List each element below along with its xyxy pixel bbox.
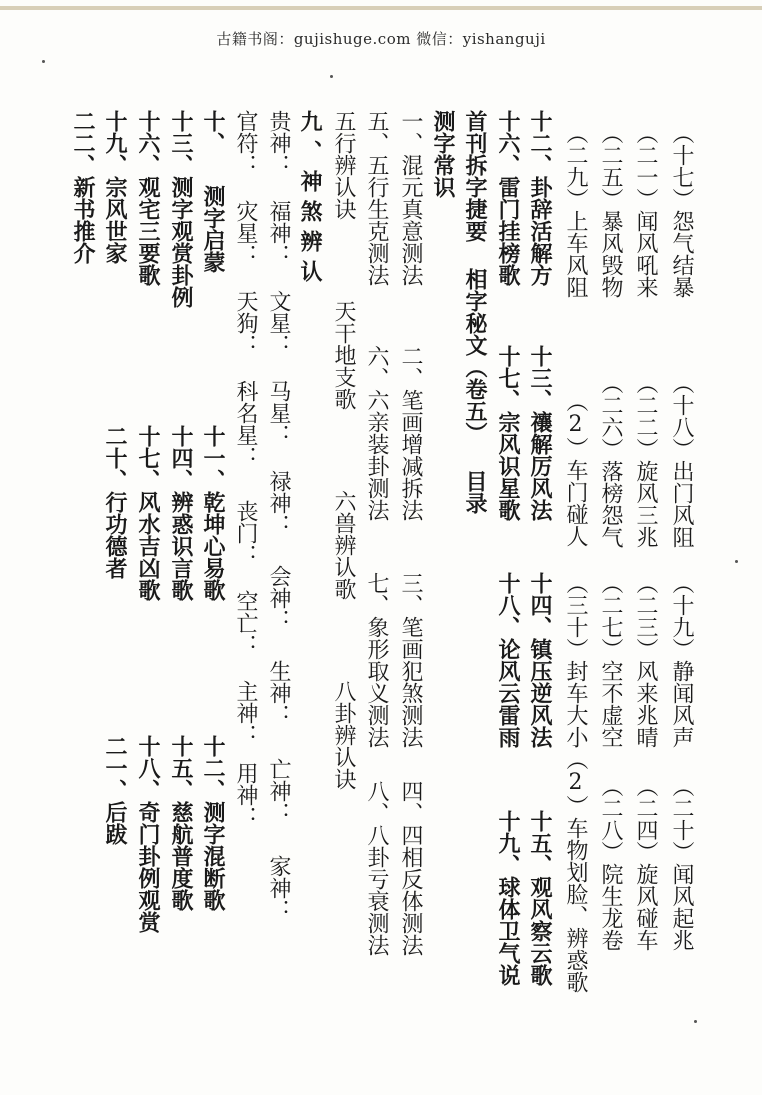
section-20: 二十、行功德者 [102,425,128,579]
entry-26: （二六）落榜怨气 [598,372,623,548]
method-8: 八、八卦亏衰测法 [364,780,389,956]
deity-tiangou: 天狗： [233,290,258,356]
verse-wuxing: 五行辨认诀 [331,110,356,220]
entry-24: （二四）旋风碰车 [633,775,658,951]
section-9: 九、神煞辨认 [297,110,323,290]
volume-title: 首刊拆字捷要 相字秘文（卷五） 目录 [462,110,488,514]
method-3: 三、笔画犯煞测法 [398,572,423,748]
deity-wenxing: 文星： [266,290,291,356]
method-1: 一、混元真意测法 [398,110,423,286]
section-18b: 十八、奇门卦例观赏 [135,735,161,933]
deity-fushen: 福神： [266,200,291,266]
section-10-number: 十、 [200,110,226,154]
deity-shengshen: 生神： [266,660,291,726]
section-19b: 十九、宗风世家 [102,110,128,264]
entry-27: （二七）空不虚空 [598,572,623,748]
deity-huishen: 会神： [266,565,291,631]
section-21: 二一、后跋 [102,735,128,845]
entry-22: （二二）旋风三兆 [633,372,658,548]
entry-20: （二十）闻风起兆 [669,775,694,951]
section-22: 二二、新书推介 [70,110,96,264]
deity-maxing: 马星： [266,380,291,446]
section-12b: 十二、测字混断歌 [200,735,226,911]
method-6: 六、六亲装卦测法 [364,345,389,521]
section-16b: 十六、观宅三要歌 [135,110,161,286]
section-13: 十三、禳解厉风法 [527,345,553,521]
section-18: 十八、论风云雷雨 [495,572,521,748]
deity-guishen: 贵神： [266,110,291,176]
entry-29: （二九）上车风阻 [563,122,588,298]
entry-17: （十七）怨气结暴 [669,122,694,298]
entry-29b: （2）车门碰人 [563,390,588,547]
section-15: 十五、观风察云歌 [527,810,553,986]
deity-wangshen: 亡神： [266,758,291,824]
entry-18: （十八）出门风阻 [669,372,694,548]
deity-kemingxing: 科名星： [233,380,258,468]
section-14: 十四、镇压逆风法 [527,572,553,748]
deity-jiashen: 家神： [266,855,291,921]
scan-speck [694,1020,697,1023]
section-17: 十七、宗风识星歌 [495,345,521,521]
deity-zaixing: 灾星： [233,200,258,266]
section-16: 十六、雷门挂榜歌 [495,110,521,286]
deity-lushen: 禄神： [266,470,291,536]
entry-30: （三十）封车大小（2）车物划脸、辨惑歌 [563,572,588,993]
scan-speck [735,560,738,563]
deity-sangmen: 丧门： [233,500,258,566]
deity-guanfu: 官符： [233,110,258,176]
section-13b: 十三、测字观赏卦例 [168,110,194,308]
verse-bagua: 八卦辨认诀 [331,680,356,790]
method-2: 二、笔画增减拆法 [398,345,423,521]
section-10: 测字启蒙 [200,185,226,273]
top-rule [0,6,762,10]
entry-25: （二五）暴风毁物 [598,122,623,298]
method-7: 七、象形取义测法 [364,572,389,748]
deity-kongwang: 空亡： [233,590,258,656]
entry-21: （二一）闻风吼来 [633,122,658,298]
section-11: 十一、乾坤心易歌 [200,425,226,601]
verse-liushou: 六兽辨认歌 [331,490,356,600]
section-12: 十二、卦辞活解方 [527,110,553,286]
section-15b: 十五、慈航普度歌 [168,735,194,911]
entry-23: （二三）风来兆晴 [633,572,658,748]
section-basics: 测字常识 [430,110,456,198]
section-19: 十九、球体卫气说 [495,810,521,986]
method-5: 五、五行生克测法 [364,110,389,286]
scan-speck [42,60,45,63]
scan-speck [330,75,333,78]
deity-zhushen: 主神： [233,680,258,746]
verse-ganzhi: 天干地支歌 [331,300,356,410]
method-4: 四、四相反体测法 [398,780,423,956]
section-14b: 十四、辨惑识言歌 [168,425,194,601]
section-17b: 十七、风水吉凶歌 [135,425,161,601]
deity-yongshen: 用神： [233,762,258,828]
entry-28: （二八）院生龙卷 [598,775,623,951]
watermark-header: 古籍书阁：gujishuge.com 微信：yishanguji [216,30,546,48]
entry-19: （十九）静闻风声 [669,572,694,748]
